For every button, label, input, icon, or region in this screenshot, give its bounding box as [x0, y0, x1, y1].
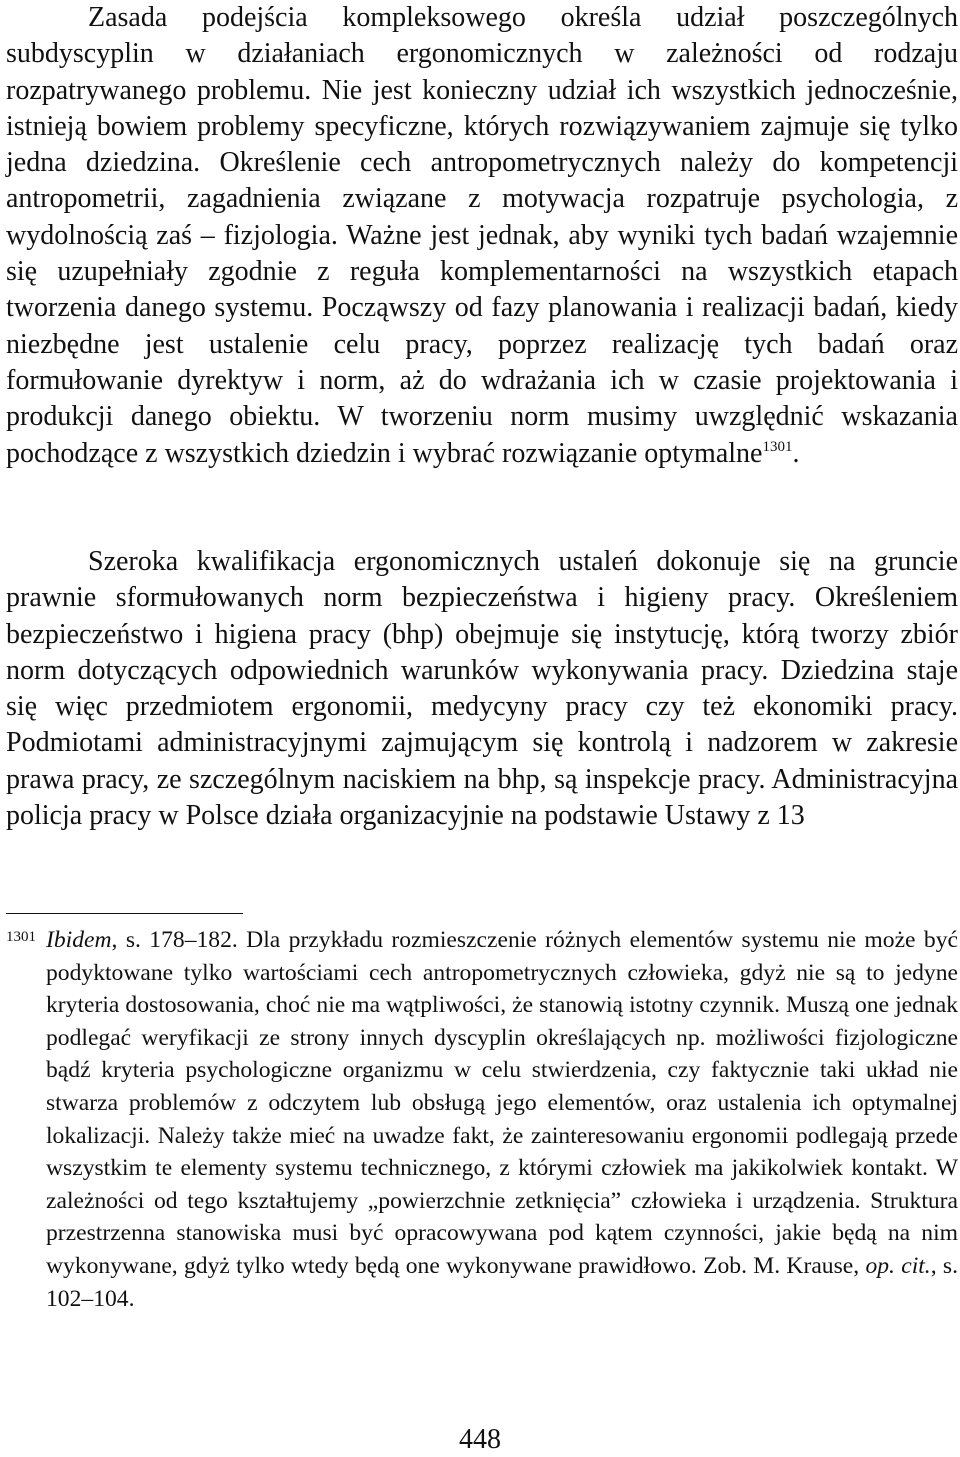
footnote-reference[interactable]: 1301	[762, 438, 793, 455]
body-paragraph-2: Szeroka kwalifikacja ergonomicznych ustaleń dokonuje się na gruncie prawnie sformułowanych norm bezpieczeństwa i higieny pracy. Określeniem bezpieczeństwo i higiena pracy (bhp) obejmuje się instytucję, którą tworzy zbiór norm dotyczących odpowiednich warunków wykonywania pracy. Dziedzina staje się więc przedmiotem ergonomii, medycyny pracy czy też ekonomiki pracy. Podmiotami administracyjnymi zajmującym się kontrolą i nadzorem w zakresie prawa pracy, ze szczególnym naciskiem na bhp, są inspekcje pracy. Administracyjna policja pracy w Polsce działa organizacyjnie na podstawie Ustawy z 13	[6, 546, 958, 832]
footnote-citation-italic: op. cit.	[865, 1252, 931, 1279]
page-number: 448	[459, 1424, 501, 1455]
paragraph-1-end: .	[792, 437, 800, 469]
footnote-source-italic: Ibidem	[46, 927, 112, 953]
footnote-number: 1301	[6, 929, 36, 945]
body-paragraph-1	[6, 0, 958, 472]
footnote-citation-end: , s. 102–104.	[46, 1252, 958, 1312]
footnote-text	[46, 924, 958, 1315]
footnote-separator	[6, 913, 243, 914]
paragraph-1-text: Zasada podejścia kompleksowego określa udział poszczególnych subdyscyplin w działaniach ergonomicznych w zależności od rodzaju rozpatrywanego problemu. Nie jest konieczny udział ich wszystkich jednocześnie, istnieją bowiem problemy specyficzne, których rozwiązywaniem zajmuje się tylko jedna dziedzina. Określenie cech antropometrycznych należy do kompetencji antropometrii, zagadnienia związane z motywacja rozpatruje psychologia, z wydolnością zaś – fizjologia. Ważne jest jednak, aby wyniki tych badań wzajemnie się uzupełniały zgodnie z reguła komplementarności na wszystkich etapach tworzenia danego systemu. Począwszy od fazy planowania i realizacji badań, kiedy niezbędne jest ustalenie celu pracy, poprzez realizację tych badań oraz formułowanie dyrektyw i norm, aż do wdrażania ich w czasie projektowania i produkcji danego obiektu. W tworzeniu norm musimy uwzględnić wskazania pochodzące z wszystkich dziedzin i wybrać rozwiązanie optymalne	[6, 2, 958, 469]
footnote-body: , s. 178–182. Dla przykładu rozmieszczenie różnych elementów systemu nie może być podyktowane tylko wartościami cech antropometrycznych człowieka, gdyż nie są to jedyne kryteria dostosowania, choć nie ma wątpliwości, że stanowią istotny czynnik. Muszą one jednak podlegać weryfikacji ze strony innych dyscyplin określających np. możliwości fizjologiczne bądź kryteria psychologiczne organizmu w celu stwierdzenia, czy faktycznie taki układ nie stwarza problemów z odczytem lub obsługą jego elementów, oraz ustalenia ich optymalnej lokalizacji. Należy także mieć na uwadze fakt, że zainteresowaniu ergonomii podlegają przede wszystkim te elementy systemu technicznego, z którymi człowiek ma jakikolwiek kontakt. W zależności od tego kształtujemy „powierzchnie zetknięcia” człowieka i urządzenia. Struktura przestrzenna stanowiska musi być opracowywana pod kątem czynności, jakie będą na nim wykonywane, gdyż tylko wtedy będą one wykonywane prawidłowo. Zob. M. Krause,	[46, 927, 958, 1279]
